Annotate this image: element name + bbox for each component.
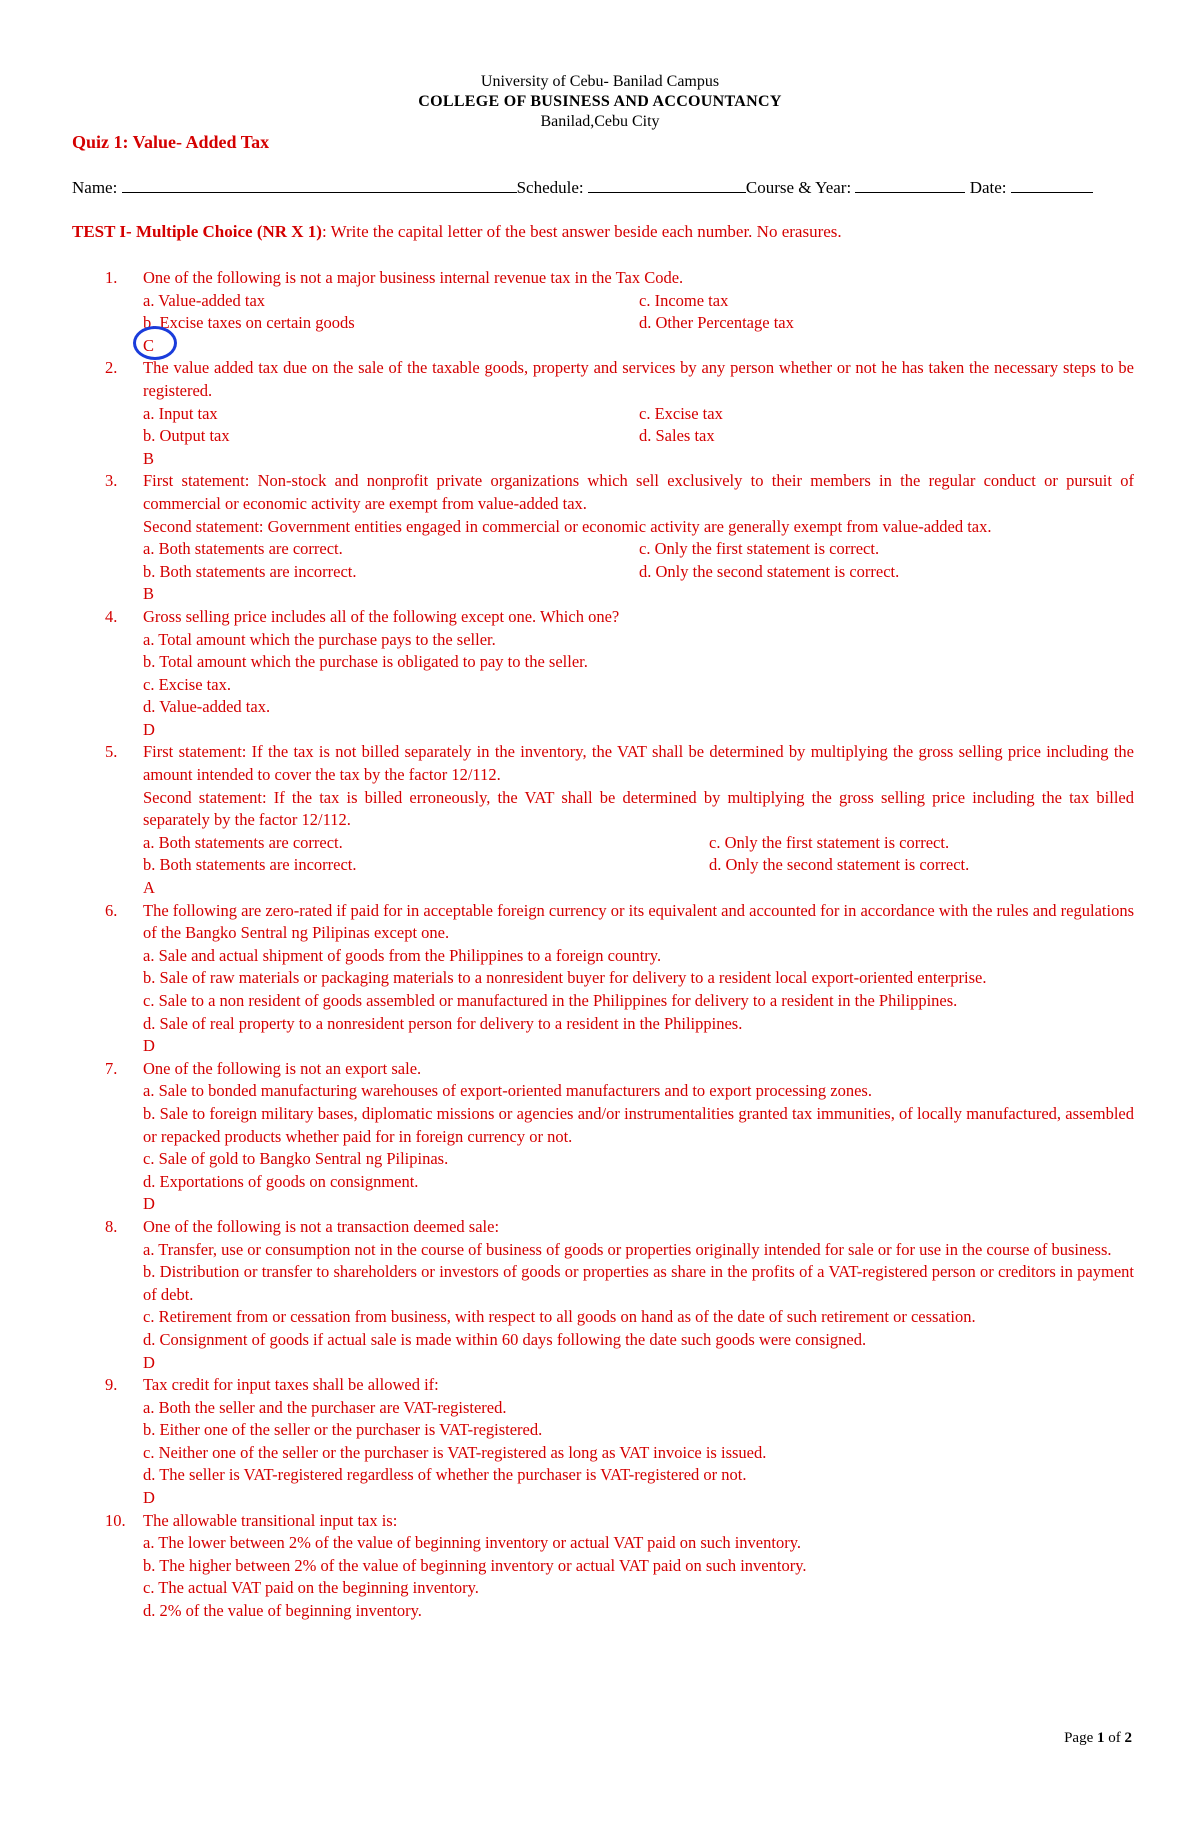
written-answer <box>143 1035 1134 1058</box>
quiz-title: Quiz 1: Value- Added Tax <box>72 132 270 152</box>
answer-option: a. Sale to bonded manufacturing warehouses of export-oriented manufacturers and to export processing zones. <box>143 1081 872 1101</box>
name-blank[interactable] <box>122 176 517 193</box>
answer-option: a. Both the seller and the purchaser are VAT-registered. <box>143 1397 507 1417</box>
question-item <box>0 1510 1200 1623</box>
question-number: 2. <box>105 358 118 378</box>
answer-option: b. Both statements are incorrect. <box>143 855 357 875</box>
answer-letter-text: C <box>143 335 155 355</box>
question-text: One of the following is not a major business internal revenue tax in the Tax Code. <box>143 268 684 287</box>
answer-letter: A <box>143 878 155 898</box>
question-number: 9. <box>105 1375 118 1395</box>
answer-option: c. Only the first statement is correct. <box>709 832 950 852</box>
answer-option: b. Sale to foreign military bases, diplomatic missions or agencies and/or instrumentalities granted tax immunities, of locally manufactured, assembled or repacked products whether paid for in foreign currency or not. <box>143 1103 1134 1146</box>
answer-option: b. Both statements are incorrect. <box>143 561 357 581</box>
question-text: One of the following is not a transaction deemed sale: <box>143 1216 500 1236</box>
question-item <box>0 357 1200 470</box>
test-title: TEST I- Multiple Choice (NR X 1) <box>72 222 322 241</box>
written-answer <box>143 335 1134 358</box>
answer-option: b. Distribution or transfer to shareholders or investors of goods or properties as share in the profits of a VAT-registered person or creditors in payment of debt. <box>143 1262 1134 1304</box>
answer-option: d. 2% of the value of beginning inventory. <box>143 1601 422 1621</box>
question-number: 3. <box>105 471 118 491</box>
answer-option: d. Sale of real property to a nonresident person for delivery to a resident in the Philippines. <box>143 1013 743 1033</box>
campus-location: Banilad,Cebu City <box>540 113 660 130</box>
answer-letter: B <box>143 584 155 604</box>
written-answer <box>143 1193 1134 1216</box>
answer-options <box>143 403 1134 448</box>
answer-letter: D <box>143 1194 155 1214</box>
college-name: COLLEGE OF BUSINESS AND ACCOUNTANCY <box>418 93 782 110</box>
question-item <box>0 900 1200 1058</box>
answer-option: b. Sale of raw materials or packaging materials to a nonresident buyer for delivery to a resident local export-oriented enterprise. <box>143 968 987 988</box>
answer-option: d. The seller is VAT-registered regardless of whether the purchaser is VAT-registered or not. <box>143 1465 747 1485</box>
answer-options <box>143 290 1134 335</box>
written-answer <box>143 1352 1134 1375</box>
answer-option: d. Consignment of goods if actual sale is made within 60 days following the date such goods were consigned. <box>143 1329 867 1349</box>
answer-option: c. Excise tax <box>639 403 723 423</box>
question-number: 5. <box>105 742 118 762</box>
answer-option: c. Sale to a non resident of goods assembled or manufactured in the Philippines for delivery to a resident in the Philippines. <box>143 991 958 1010</box>
university-name: University of Cebu- Banilad Campus <box>480 73 720 90</box>
question-item <box>0 1216 1200 1374</box>
answer-option: d. Sales tax <box>639 426 715 446</box>
answer-option: a. Both statements are correct. <box>143 832 343 852</box>
written-answer <box>143 448 1134 471</box>
question-number: 10. <box>105 1510 126 1530</box>
answer-option: c. Neither one of the seller or the purchaser is VAT-registered as long as VAT invoice is issued. <box>143 1442 767 1462</box>
question-number: 1. <box>105 268 118 287</box>
question-item <box>0 470 1200 606</box>
question-number: 4. <box>105 606 118 626</box>
document-header <box>0 72 1200 132</box>
test-instructions <box>72 222 842 242</box>
answer-option: c. Only the first statement is correct. <box>639 539 880 559</box>
answer-options <box>143 832 1134 877</box>
schedule-blank[interactable] <box>588 176 746 193</box>
schedule-label: Schedule: <box>516 178 584 197</box>
answer-options <box>143 538 1134 583</box>
answer-option: b. Total amount which the purchase is obligated to pay to the seller. <box>143 652 588 672</box>
answer-option: c. Retirement from or cessation from business, with respect to all goods on hand as of the date of such retirement or cessation. <box>143 1307 976 1327</box>
question-number: 8. <box>105 1216 118 1236</box>
question-item <box>0 741 1200 899</box>
question-text: One of the following is not an export sale. <box>143 1058 422 1078</box>
answer-option: c. Income tax <box>639 290 729 310</box>
page-footer <box>1064 1730 1132 1747</box>
question-item <box>0 1374 1200 1510</box>
question-text: Tax credit for input taxes shall be allowed if: <box>143 1375 439 1395</box>
answer-option: c. The actual VAT paid on the beginning inventory. <box>143 1578 479 1598</box>
page-total: 2 <box>1124 1730 1132 1746</box>
question-text: The following are zero-rated if paid for in acceptable foreign currency or its equivalent and accounted for in accordance with the rules and regulations of the Bangko Sentral ng Pilipinas except one. <box>143 900 1134 943</box>
question-list <box>0 267 1200 1623</box>
answer-option: b. The higher between 2% of the value of beginning inventory or actual VAT paid on such inventory. <box>143 1555 807 1575</box>
question-text: The allowable transitional input tax is: <box>143 1510 398 1530</box>
date-label: Date: <box>969 178 1007 197</box>
question-item <box>0 267 1200 357</box>
answer-option: a. Input tax <box>143 403 218 423</box>
answer-letter: D <box>143 719 155 739</box>
answer-option: a. Both statements are correct. <box>143 539 343 559</box>
answer-option: c. Excise tax. <box>143 674 231 694</box>
answer-option: a. Sale and actual shipment of goods from the Philippines to a foreign country. <box>143 945 662 965</box>
written-answer <box>143 1487 1134 1510</box>
question-text: First statement: Non-stock and nonprofit private organizations which sell exclusively to their members in the regular conduct or pursuit of commercial or economic activity are exempt from value-added tax. <box>143 471 1134 513</box>
course-blank[interactable] <box>855 176 965 193</box>
question-text: First statement: If the tax is not billed separately in the inventory, the VAT shall be determined by multiplying the gross selling price including the amount intended to cover the tax by the factor 12/112. <box>143 742 1134 785</box>
written-answer <box>143 719 1134 742</box>
written-answer <box>143 583 1134 606</box>
answer-option: d. Only the second statement is correct. <box>709 855 970 875</box>
answer-letter: D <box>143 1488 155 1508</box>
answer-option: c. Sale of gold to Bangko Sentral ng Pilipinas. <box>143 1149 449 1169</box>
answer-letter: B <box>143 448 155 468</box>
course-label: Course & Year: <box>745 178 852 197</box>
page-of-label: of <box>1104 1730 1125 1746</box>
written-answer <box>143 877 1134 900</box>
answer-option: d. Only the second statement is correct. <box>639 561 900 581</box>
answer-letter: D <box>143 1036 155 1056</box>
answer-option: a. Transfer, use or consumption not in the course of business of goods or properties originally intended for sale or for use in the course of business. <box>143 1239 1112 1259</box>
page-number: 1 <box>1097 1730 1105 1746</box>
question-item <box>0 1058 1200 1216</box>
student-info-line <box>72 176 1134 198</box>
answer-option: b. Output tax <box>143 426 230 446</box>
question-number: 7. <box>105 1058 118 1078</box>
answer-option: a. Total amount which the purchase pays to the seller. <box>143 629 496 649</box>
answer-letter: D <box>143 1352 155 1372</box>
answer-option: a. The lower between 2% of the value of beginning inventory or actual VAT paid on such inventory. <box>143 1533 802 1553</box>
test-instruction-text: : Write the capital letter of the best answer beside each number. No erasures. <box>321 222 842 241</box>
answer-circle-mark <box>133 326 177 360</box>
answer-option: d. Other Percentage tax <box>639 313 794 333</box>
page-label: Page <box>1064 1730 1097 1746</box>
question-item <box>0 606 1200 742</box>
name-label: Name: <box>72 178 118 197</box>
answer-option: b. Excise taxes on certain goods <box>143 313 355 333</box>
answer-option: a. Value-added tax <box>143 290 266 310</box>
answer-option: d. Exportations of goods on consignment. <box>143 1171 419 1191</box>
question-number: 6. <box>105 900 118 920</box>
question-text-second: Second statement: Government entities engaged in commercial or economic activity are generally exempt from value-added tax. <box>143 516 992 536</box>
question-text-second: Second statement: If the tax is billed erroneously, the VAT shall be determined by multiplying the gross selling price including the tax billed separately by the factor 12/112. <box>143 787 1134 830</box>
date-blank[interactable] <box>1011 176 1093 193</box>
answer-option: d. Value-added tax. <box>143 697 271 717</box>
answer-letter <box>143 336 154 355</box>
question-text: Gross selling price includes all of the following except one. Which one? <box>143 606 620 626</box>
answer-option: b. Either one of the seller or the purchaser is VAT-registered. <box>143 1420 543 1440</box>
question-text: The value added tax due on the sale of the taxable goods, property and services by any person whether or not he has taken the necessary steps to be registered. <box>143 358 1134 400</box>
